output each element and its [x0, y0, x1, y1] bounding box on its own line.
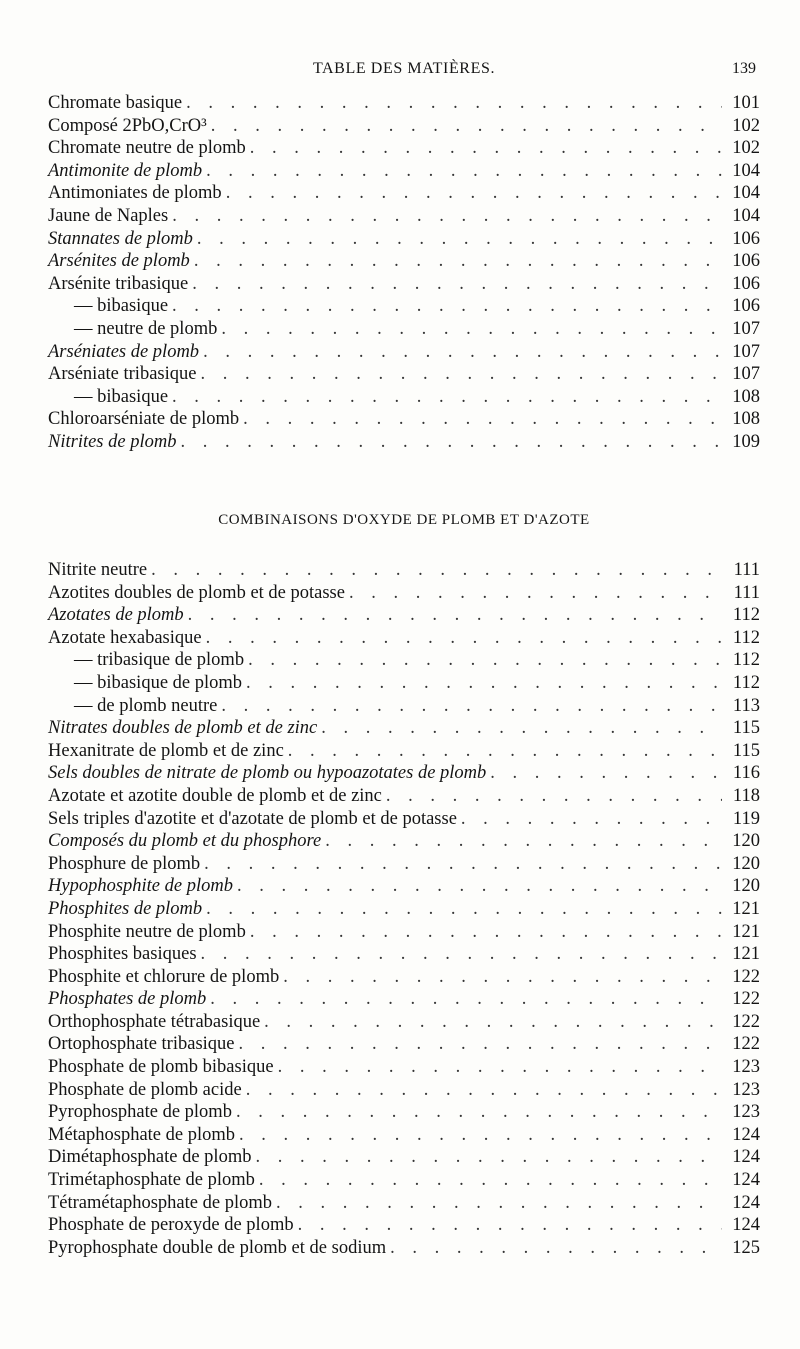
toc-entry-label: Phosphite et chlorure de plomb — [48, 966, 280, 987]
dot-leader — [186, 92, 722, 115]
toc-entry — [48, 853, 760, 876]
dot-leader — [325, 830, 722, 853]
dot-leader — [283, 966, 722, 989]
toc-entry — [48, 898, 760, 921]
toc-entry — [48, 649, 760, 672]
dot-leader — [264, 1011, 722, 1034]
toc-entry-page: 104 — [732, 205, 760, 226]
toc-entry-page: 124 — [732, 1192, 760, 1213]
toc-entry-page: 102 — [732, 138, 760, 159]
toc-entry — [48, 717, 760, 740]
dot-leader — [203, 341, 722, 364]
dot-leader — [180, 431, 722, 454]
toc-entry-label: Phosphite neutre de plomb — [48, 921, 246, 942]
toc-entry — [48, 386, 760, 409]
toc-entry-page: 119 — [732, 808, 760, 829]
toc-entry-label: — bibasique de plomb — [74, 672, 243, 693]
toc-entry-page: 101 — [732, 93, 760, 113]
dot-leader — [248, 649, 722, 672]
toc-section-top — [48, 92, 760, 454]
toc-entry-page: 122 — [732, 1034, 760, 1055]
toc-entry-label: Nitrites de plomb — [48, 431, 177, 452]
toc-entry — [48, 1056, 760, 1079]
page-number: 139 — [732, 60, 756, 77]
toc-entry — [48, 1011, 760, 1034]
toc-entry-page: 102 — [732, 115, 760, 136]
dot-leader — [278, 1056, 722, 1079]
toc-entry — [48, 672, 760, 695]
toc-entry-label: Chromate neutre de plomb — [48, 138, 246, 159]
toc-entry — [48, 627, 760, 650]
toc-entry — [48, 1237, 760, 1260]
toc-entry — [48, 762, 760, 785]
toc-entry — [48, 695, 760, 718]
toc-entry-label: Dimétaphosphate de plomb — [48, 1147, 252, 1168]
toc-entry-label: Sels triples d'azotite et d'azotate de plomb et de potasse — [48, 808, 457, 829]
toc-entry — [48, 1101, 760, 1124]
toc-entry-label: Métaphosphate de plomb — [48, 1124, 236, 1145]
toc-entry-label: Jaune de Naples — [48, 205, 169, 226]
dot-leader — [204, 853, 722, 876]
toc-entry-page: 104 — [732, 183, 760, 204]
toc-entry-page: 121 — [732, 898, 760, 919]
dot-leader — [197, 228, 722, 251]
dot-leader — [246, 672, 722, 695]
toc-entry-page: 106 — [732, 296, 760, 317]
toc-entry-page: 109 — [732, 431, 760, 452]
dot-leader — [250, 137, 722, 160]
toc-entry-label: Phosphure de plomb — [48, 853, 201, 874]
dot-leader — [211, 115, 722, 138]
toc-entry-page: 124 — [732, 1170, 760, 1191]
toc-entry-label: Trimétaphosphate de plomb — [48, 1170, 255, 1191]
toc-entry-label: Sels doubles de nitrate de plomb ou hypoazotates de plomb — [48, 763, 487, 784]
toc-entry-page: 123 — [732, 1102, 760, 1123]
toc-entry — [48, 966, 760, 989]
toc-entry-page: 122 — [732, 966, 760, 987]
toc-entry-page: 125 — [732, 1237, 760, 1258]
dot-leader — [188, 604, 722, 627]
toc-entry-label: Phosphate de peroxyde de plomb — [48, 1215, 294, 1236]
dot-leader — [250, 921, 722, 944]
toc-entry-page: 106 — [732, 228, 760, 249]
toc-entry-label: Arséniate tribasique — [48, 364, 197, 385]
toc-entry-page: 123 — [732, 1079, 760, 1100]
toc-entry-label: Orthophosphate tétrabasique — [48, 1011, 261, 1032]
toc-entry — [48, 92, 760, 115]
toc-entry-label: Arsénites de plomb — [48, 251, 190, 272]
toc-entry-label: Antimonite de plomb — [48, 160, 203, 181]
toc-entry-label: Nitrates doubles de plomb et de zinc — [48, 718, 318, 739]
toc-entry-page: 124 — [732, 1124, 760, 1145]
toc-entry-label: — bibasique — [74, 296, 169, 317]
toc-entry-label: Phosphites de plomb — [48, 898, 203, 919]
toc-entry-label: Antimoniates de plomb — [48, 183, 222, 204]
toc-entry-page: 108 — [732, 386, 760, 407]
dot-leader — [349, 582, 722, 605]
toc-entry-label: Azotate hexabasique — [48, 627, 202, 648]
toc-entry — [48, 1124, 760, 1147]
toc-entry-label: — bibasique — [74, 386, 169, 407]
toc-entry-label: — tribasique de plomb — [74, 650, 245, 671]
toc-entry-label: Hypophosphite de plomb — [48, 876, 233, 897]
dot-leader — [390, 1237, 722, 1260]
dot-leader — [490, 762, 722, 785]
toc-entry-page: 104 — [732, 160, 760, 181]
toc-entry — [48, 559, 760, 582]
toc-entry-label: Arséniates de plomb — [48, 341, 200, 362]
toc-entry-label: Tétramétaphosphate de plomb — [48, 1192, 272, 1213]
page-title: TABLE DES MATIÈRES. — [312, 60, 496, 77]
dot-leader — [288, 740, 722, 763]
dot-leader — [201, 943, 722, 966]
toc-entry-label: Azotates de plomb — [48, 605, 184, 626]
toc-entry-label: — neutre de plomb — [74, 318, 218, 339]
dot-leader — [221, 318, 722, 341]
toc-entry-page: 115 — [732, 740, 760, 761]
dot-leader — [172, 295, 722, 318]
toc-entry — [48, 740, 760, 763]
toc-entry-label: Composés du plomb et du phosphore — [48, 831, 322, 852]
toc-entry — [48, 205, 760, 228]
dot-leader — [151, 559, 722, 582]
toc-entry-page: 118 — [732, 785, 760, 806]
toc-entry — [48, 318, 760, 341]
toc-entry — [48, 582, 760, 605]
toc-entry-label: — de plomb neutre — [74, 695, 218, 716]
dot-leader — [221, 695, 722, 718]
toc-entry-page: 121 — [732, 921, 760, 942]
toc-entry-page: 107 — [732, 318, 760, 339]
dot-leader — [255, 1146, 722, 1169]
dot-leader — [194, 250, 722, 273]
toc-entry-label: Chromate basique — [48, 93, 183, 113]
toc-entry — [48, 295, 760, 318]
toc-entry-label: Chloroarséniate de plomb — [48, 409, 240, 430]
toc-entry-label: Azotate et azotite double de plomb et de zinc — [48, 785, 382, 806]
dot-leader — [276, 1192, 722, 1215]
toc-entry-page: 112 — [732, 650, 760, 671]
toc-entry — [48, 250, 760, 273]
toc-entry-page: 112 — [732, 672, 760, 693]
toc-entry-page: 108 — [732, 409, 760, 430]
toc-entry-page: 120 — [732, 831, 760, 852]
toc-entry-page: 112 — [732, 605, 760, 626]
toc-entry — [48, 182, 760, 205]
dot-leader — [461, 808, 722, 831]
toc-entry-label: Phosphites basiques — [48, 944, 197, 965]
toc-entry — [48, 921, 760, 944]
toc-entry-page: 111 — [733, 560, 760, 580]
running-header — [48, 60, 760, 86]
toc-entry-label: Nitrite neutre — [48, 560, 148, 580]
toc-entry — [48, 363, 760, 386]
dot-leader — [200, 363, 722, 386]
dot-leader — [259, 1169, 722, 1192]
dot-leader — [172, 386, 722, 409]
toc-entry — [48, 830, 760, 853]
dot-leader — [237, 875, 722, 898]
toc-entry-page: 106 — [732, 251, 760, 272]
toc-entry-label: Azotites doubles de plomb et de potasse — [48, 582, 345, 603]
toc-entry — [48, 1169, 760, 1192]
toc-entry-page: 116 — [732, 763, 760, 784]
dot-leader — [243, 408, 722, 431]
dot-leader — [386, 785, 722, 808]
dot-leader — [236, 1101, 722, 1124]
toc-entry-page: 122 — [732, 1011, 760, 1032]
toc-entry — [48, 943, 760, 966]
dot-leader — [239, 1033, 723, 1056]
toc-entry — [48, 115, 760, 138]
dot-leader — [210, 988, 722, 1011]
toc-entry-label: Composé 2PbO,CrO³ — [48, 115, 207, 136]
toc-entry — [48, 604, 760, 627]
toc-entry-page: 106 — [732, 273, 760, 294]
toc-entry — [48, 785, 760, 808]
dot-leader — [321, 717, 722, 740]
toc-entry-page: 124 — [732, 1215, 760, 1236]
toc-entry-label: Hexanitrate de plomb et de zinc — [48, 740, 284, 761]
toc-entry-page: 120 — [732, 853, 760, 874]
toc-entry-label: Phosphate de plomb bibasique — [48, 1057, 274, 1078]
section-heading: COMBINAISONS D'OXYDE DE PLOMB ET D'AZOTE — [218, 512, 590, 528]
toc-entry — [48, 808, 760, 831]
toc-entry-label: Phosphates de plomb — [48, 989, 207, 1010]
toc-entry — [48, 988, 760, 1011]
toc-entry-label: Arsénite tribasique — [48, 273, 189, 294]
toc-entry — [48, 1214, 760, 1237]
toc-entry-page: 112 — [732, 627, 760, 648]
dot-leader — [206, 627, 722, 650]
toc-entry — [48, 228, 760, 251]
dot-leader — [172, 205, 722, 228]
toc-entry-page: 120 — [732, 876, 760, 897]
dot-leader — [239, 1124, 722, 1147]
toc-entry-page: 123 — [732, 1057, 760, 1078]
dot-leader — [246, 1079, 722, 1102]
toc-entry-label: Stannates de plomb — [48, 228, 193, 249]
toc-entry — [48, 1146, 760, 1169]
toc-entry — [48, 137, 760, 160]
toc-entry-page: 122 — [732, 989, 760, 1010]
toc-entry — [48, 160, 760, 183]
toc-entry-page: 124 — [732, 1147, 760, 1168]
dot-leader — [192, 273, 722, 296]
toc-entry — [48, 273, 760, 296]
toc-section-bottom — [48, 559, 760, 1259]
toc-entry — [48, 431, 760, 454]
dot-leader — [206, 898, 722, 921]
dot-leader — [298, 1214, 722, 1237]
toc-entry — [48, 1033, 760, 1056]
dot-leader — [226, 182, 722, 205]
dot-leader — [206, 160, 722, 183]
toc-entry-label: Ortophosphate tribasique — [48, 1034, 235, 1055]
toc-entry-label: Phosphate de plomb acide — [48, 1079, 242, 1100]
toc-entry-label: Pyrophosphate double de plomb et de sodium — [48, 1237, 387, 1258]
toc-entry-page: 111 — [733, 582, 760, 603]
toc-entry-page: 113 — [732, 695, 760, 716]
toc-entry — [48, 875, 760, 898]
toc-entry — [48, 408, 760, 431]
toc-entry — [48, 1192, 760, 1215]
toc-entry-page: 121 — [732, 944, 760, 965]
toc-entry-page: 115 — [732, 718, 760, 739]
toc-entry-label: Pyrophosphate de plomb — [48, 1102, 232, 1123]
toc-entry-page: 107 — [732, 341, 760, 362]
toc-entry-page: 107 — [732, 364, 760, 385]
toc-entry — [48, 341, 760, 364]
toc-entry — [48, 1079, 760, 1102]
